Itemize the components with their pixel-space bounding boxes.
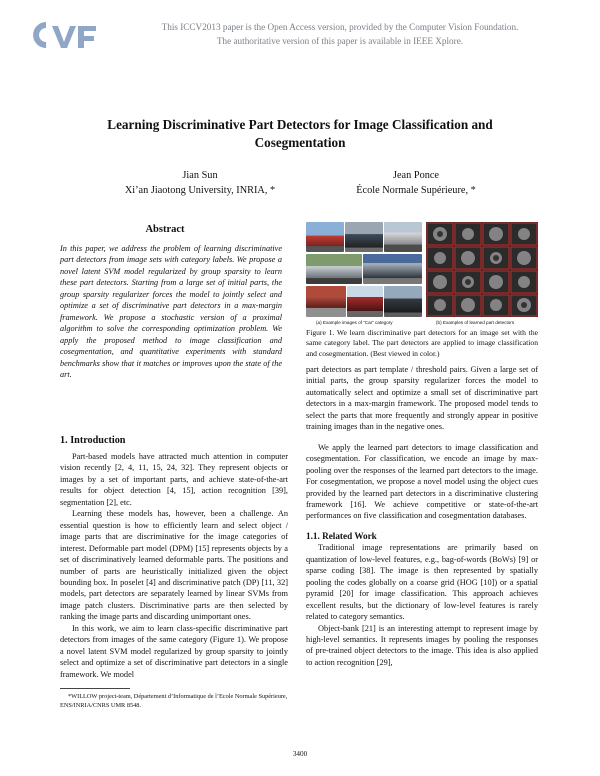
car-photo: [347, 286, 383, 317]
car-photo: [306, 286, 346, 317]
open-access-notice: [110, 20, 570, 48]
intro-paragraph-2: Learning these models has, however, been a challenge. An essential question is how to efficiently learn and select object / image parts that are discriminative for the image categories of interest. Deformable part model (DPM) [15] represents objects by a set of discriminatively learned deformable parts. The positions and number of parts are heuristically initialized given the object bounding box. In poselet [4] and discriminative patch (DP) [11, 32] models, part detectors are separately learned by linear SVMs from image patch clusters. Discriminative parts are then selected by ranking the image parts and discarding unimportant ones.: [60, 509, 288, 622]
car-photo: [384, 286, 422, 317]
subfigure-b-label: (b) Examples of learned part detectors: [436, 320, 515, 325]
car-photo: [306, 222, 344, 252]
intro-paragraph-3: In this work, we aim to learn class-specific discriminative part detectors from images of the same category (Figure 1). We propose a novel latent SVM model regularized by group sparsity to jointly select and optimize a set of discriminative part detectors in a single framework. We model: [60, 623, 288, 679]
figure-1: [306, 222, 538, 320]
right-paragraph-1: part detectors as part template / threshold pairs. Given a large set of initial parts, the group sparsity regularizer forces the model to automatically select and optimize a small set of discriminative part detectors in a max-margin framework. The proposed model tends to select the parts that more frequently and strongly appear in positive training images than in the negative ones.: [306, 365, 538, 432]
notice-line-1: This ICCV2013 paper is the Open Access version, provided by the Computer Vision Foundation.: [161, 22, 519, 32]
related-paragraph-2: Object-bank [21] is an interesting attempt to represent image by high-level semantics. It represents images by pooling the responses of pre-trained object detectors to the image. This idea is also applied to action recognition [29],: [306, 623, 538, 667]
car-examples-panel: [306, 222, 422, 317]
author-2-name: Jean Ponce: [392, 170, 440, 181]
notice-line-2: The authoritative version of this paper is available in IEEE Xplore.: [216, 36, 464, 46]
learned-parts-panel: [426, 222, 538, 317]
car-photo: [306, 254, 362, 284]
footnote: *WILLOW project-team, Département d’Informatique de l’Ecole Normale Supérieure, ENS/INRIA/CNRS UMR 8548.: [60, 693, 288, 709]
figure-1-caption: [306, 328, 538, 359]
right-paragraph-2: We apply the learned part detectors to image classification and cosegmentation. For classification, we encode an image by max-pooling over the responses of the learned part detectors to the image. For cosegmentation, we propose a novel model using the object cues provided by the learned part detectors in a discriminative clustering framework [16]. We achieve competitive or state-of-the-art performances on five classification and cosegmentation databases.: [306, 442, 538, 521]
related-work-heading: 1.1. Related Work: [306, 530, 377, 541]
abstract-text: In this paper, we address the problem of learning discriminative part detectors from image sets with category labels. We propose a novel latent SVM model regularized by group sparsity to learn these part detectors. Starting from a large set of initial parts, the group sparsity regularizer forces the model to jointly select and optimize a set of discriminative part detectors in a max-margin framework. We propose a stochastic version of a proximal algorithm to solve the corresponding optimization problem. We apply the proposed method to image classification and cosegmentation, and quantitative experiments with standard benchmarks show that it matches or improves upon the state of the art.: [60, 244, 282, 379]
author-1-affiliation: Xi’an Jiaotong University, INRIA, *: [124, 185, 276, 196]
subfigure-a-label: (a) Example images of “Car” category: [316, 320, 393, 325]
intro-heading: 1. Introduction: [60, 435, 126, 446]
cvf-logo: [30, 18, 102, 52]
intro-body: [60, 451, 288, 680]
author-1: [80, 168, 320, 198]
car-photo: [384, 222, 422, 252]
related-paragraph-1: Traditional image representations are primarily based on quantization of low-level features, e.g., bag-of-words (BoWs) [9] or sparse coding [38]. The image is then represented by spatially pooling the codes globally on a coarse grid (HOG [10]) or a spatial pyramid [20] for image classification. This approach achieves excellent results, but the dictionary of low-level features is rarely related to category semantics.: [306, 543, 538, 622]
abstract-heading: Abstract: [145, 224, 185, 235]
car-photo: [363, 254, 422, 284]
intro-paragraph-1: Part-based models have attracted much attention in computer vision recently [2, 4, 11, 15, 24, 32]. They represent objects or images by a set of important parts, and achieve state-of-the-art results for object detection [4, 15], action recognition [39], segmentation [2], etc.: [60, 452, 288, 507]
right-column-body: [306, 364, 538, 668]
footnote-rule: [60, 688, 130, 689]
caption-text: Figure 1. We learn discriminative part detectors for an image set with the same category label. The part detectors are applied to image classification and cosegmentation. (Best viewed in color.): [306, 328, 538, 358]
part-detector-grid: [426, 222, 538, 317]
author-2: [296, 168, 536, 198]
author-1-name: Jian Sun: [182, 170, 218, 181]
car-photo: [345, 222, 383, 252]
page-number: 3400: [292, 750, 308, 758]
author-2-affiliation: École Normale Supérieure, *: [356, 185, 476, 196]
paper-title: Learning Discriminative Part Detectors for Image Classification and Cosegmentation: [107, 117, 493, 150]
